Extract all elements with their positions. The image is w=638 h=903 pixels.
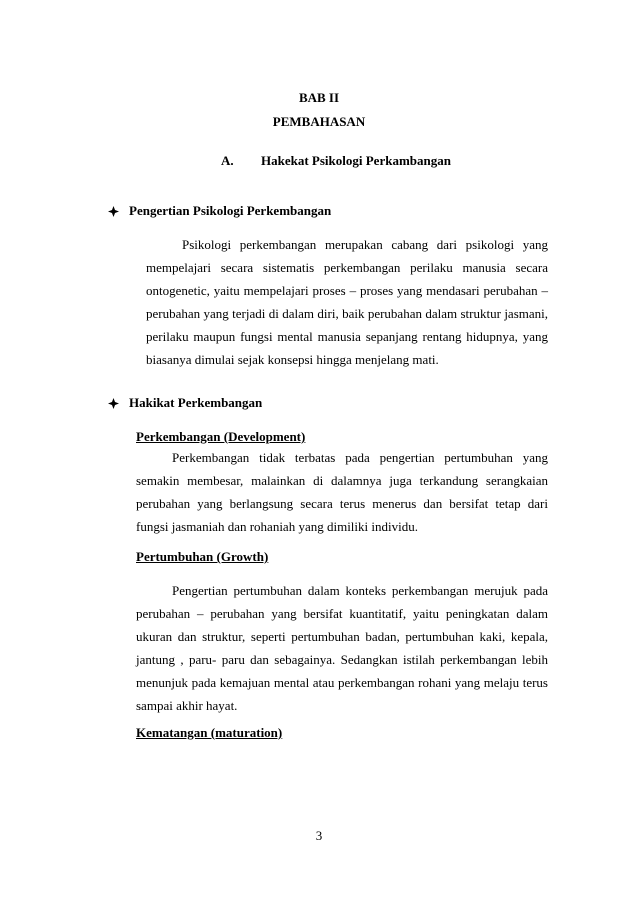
paragraph-development: Perkembangan tidak terbatas pada pengertian pertumbuhan yang semakin membesar, malainkan di dalamnya juga terkandung serangkaian perubahan yang berlangsung secara terus menerus dan bersifat tetap dari fungsi jasmaniah dan rohaniah yang dimiliki individu.: [136, 450, 548, 534]
diamond-bullet-icon: [108, 206, 119, 217]
bullet-heading-1: [108, 203, 331, 219]
diamond-bullet-icon: [108, 398, 119, 409]
bullet-title: Hakikat Perkembangan: [129, 395, 263, 410]
bullet-heading-2: [108, 395, 262, 411]
subsection-heading-development: Perkembangan (Development): [136, 429, 306, 444]
page-number: 3: [315, 828, 323, 843]
section-title: Hakekat Psikologi Perkambangan: [261, 153, 451, 168]
paragraph-growth: Pengertian pertumbuhan dalam konteks perkembangan merujuk pada perubahan – perubahan yang bersifat kuantitatif, yaitu peningkatan dalam ukuran dan struktur, seperti pertumbuhan badan, pertumbuhan kaki, kepala, jantung , paru- paru dan sebagainya. Sedangkan istilah perkembangan lebih menunjuk pada kemajuan mental atau perkembangan rohani yang melaju terus sampai akhir hayat.: [136, 583, 548, 713]
bullet-title: Pengertian Psikologi Perkembangan: [129, 203, 332, 218]
paragraph-pengertian: Psikologi perkembangan merupakan cabang dari psikologi yang mempelajari secara sistematis perkembangan perilaku manusia secara ontogenetic, yaitu mempelajari proses – proses yang mendasari perubahan – perubahan yang terjadi di dalam diri, baik perubahan dalam struktur jasmani, perilaku maupun fungsi mental manusia sepanjang rentang hidupnya, yang biasanya dimulai sejak konsepsi hingga menjelang mati.: [146, 237, 548, 367]
chapter-title: PEMBAHASAN: [272, 114, 366, 129]
chapter-number: BAB II: [298, 90, 340, 105]
subsection-heading-growth: Pertumbuhan (Growth): [136, 549, 269, 564]
subsection-heading-maturation: Kematangan (maturation): [136, 725, 283, 740]
section-label: A.: [221, 153, 234, 168]
section-heading: [221, 153, 451, 169]
